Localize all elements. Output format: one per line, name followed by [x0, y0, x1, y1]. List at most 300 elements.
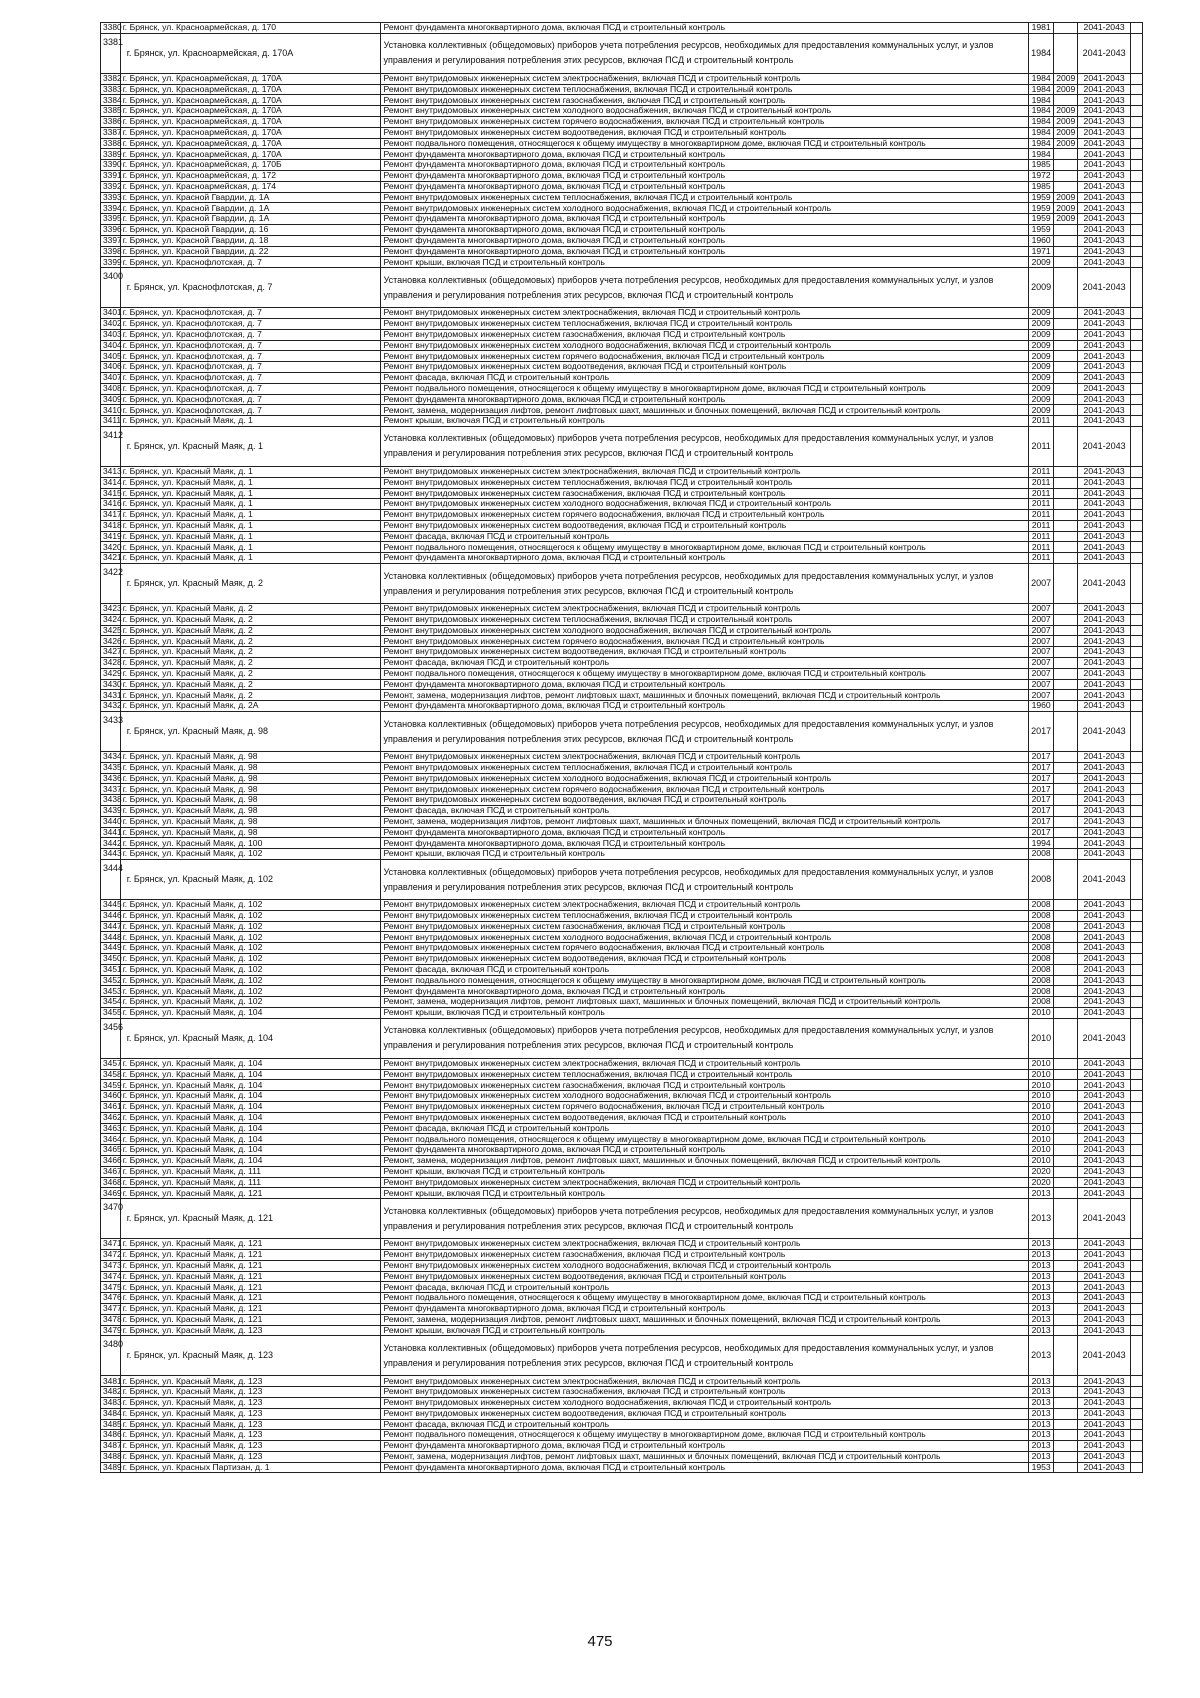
work-type-cell: Ремонт крыши, включая ПСД и строительный контроль	[381, 1166, 1029, 1177]
table-row	[101, 1177, 1143, 1188]
row-number-cell: 3479	[101, 1325, 121, 1336]
commission-year-cell: 2011	[1029, 488, 1054, 499]
work-type-cell: Ремонт подвального помещения, относящегося к общему имуществу в многоквартирном доме, включая ПСД и строительный контроль	[381, 542, 1029, 553]
table-row	[101, 712, 1143, 752]
commission-year-cell: 1960	[1029, 235, 1054, 246]
table-row	[101, 1112, 1143, 1123]
planned-period-cell: 2041-2043	[1078, 1408, 1131, 1419]
work-type-cell: Ремонт крыши, включая ПСД и строительный контроль	[381, 257, 1029, 268]
address-cell: г. Брянск, ул. Красной Гвардии, д. 16	[120, 224, 381, 235]
planned-period-cell: 2041-2043	[1078, 954, 1131, 965]
row-number-cell: 3455	[101, 1007, 121, 1018]
table-row	[101, 1462, 1143, 1473]
commission-year-cell: 2010	[1029, 1123, 1054, 1134]
table-row	[101, 564, 1143, 604]
work-type-cell: Ремонт крыши, включая ПСД и строительный контроль	[381, 1188, 1029, 1199]
commission-year-cell: 2013	[1029, 1188, 1054, 1199]
last-repair-year-cell	[1054, 1430, 1078, 1441]
table-row	[101, 362, 1143, 373]
last-repair-year-cell	[1054, 1303, 1078, 1314]
row-number-cell: 3425	[101, 625, 121, 636]
row-number-cell: 3399	[101, 257, 121, 268]
last-repair-year-cell	[1054, 329, 1078, 340]
extra-cell	[1130, 116, 1142, 127]
address-cell: г. Брянск, ул. Красный Маяк, д. 121	[120, 1239, 381, 1250]
address-cell: г. Брянск, ул. Красный Маяк, д. 121	[120, 1188, 381, 1199]
last-repair-year-cell	[1054, 1145, 1078, 1156]
table-row	[101, 203, 1143, 214]
address-cell: г. Брянск, ул. Красный Маяк, д. 121	[120, 1260, 381, 1271]
table-row	[101, 405, 1143, 416]
work-type-cell: Ремонт подвального помещения, относящегося к общему имуществу в многоквартирном доме, включая ПСД и строительный контроль	[381, 1134, 1029, 1145]
extra-cell	[1130, 964, 1142, 975]
row-number-cell: 3400	[101, 268, 121, 308]
row-number-cell: 3447	[101, 921, 121, 932]
planned-period-cell: 2041-2043	[1078, 394, 1131, 405]
table-row	[101, 510, 1143, 521]
planned-period-cell: 2041-2043	[1078, 964, 1131, 975]
work-type-cell: Установка коллективных (общедомовых) приборов учета потребления ресурсов, необходимых для предоставления коммунальных услуг, и узлов управления и регулирования потребления этих ресурсов, включая ПСД и строительный контроль	[381, 33, 1029, 73]
row-number-cell: 3408	[101, 383, 121, 394]
planned-period-cell: 2041-2043	[1078, 33, 1131, 73]
extra-cell	[1130, 784, 1142, 795]
table-row	[101, 1419, 1143, 1430]
work-type-cell: Ремонт фундамента многоквартирного дома, включая ПСД и строительный контроль	[381, 23, 1029, 34]
address-cell: г. Брянск, ул. Красный Маяк, д. 1	[120, 477, 381, 488]
row-number-cell: 3405	[101, 351, 121, 362]
row-number-cell: 3466	[101, 1155, 121, 1166]
table-row	[101, 849, 1143, 860]
table-row	[101, 827, 1143, 838]
commission-year-cell: 2010	[1029, 1080, 1054, 1091]
row-number-cell: 3428	[101, 658, 121, 669]
last-repair-year-cell	[1054, 1314, 1078, 1325]
work-type-cell: Ремонт крыши, включая ПСД и строительный контроль	[381, 1325, 1029, 1336]
planned-period-cell: 2041-2043	[1078, 520, 1131, 531]
last-repair-year-cell	[1054, 690, 1078, 701]
address-cell: г. Брянск, ул. Красный Маяк, д. 104	[120, 1134, 381, 1145]
extra-cell	[1130, 1451, 1142, 1462]
table-row	[101, 816, 1143, 827]
table-row	[101, 679, 1143, 690]
work-type-cell: Ремонт внутридомовых инженерных систем водоотведения, включая ПСД и строительный контроль	[381, 127, 1029, 138]
last-repair-year-cell	[1054, 318, 1078, 329]
row-number-cell: 3463	[101, 1123, 121, 1134]
planned-period-cell: 2041-2043	[1078, 658, 1131, 669]
last-repair-year-cell	[1054, 372, 1078, 383]
last-repair-year-cell	[1054, 712, 1078, 752]
work-type-cell: Ремонт фундамента многоквартирного дома, включая ПСД и строительный контроль	[381, 838, 1029, 849]
address-cell: г. Брянск, ул. Красноармейская, д. 170А	[120, 127, 381, 138]
extra-cell	[1130, 542, 1142, 553]
row-number-cell: 3388	[101, 138, 121, 149]
address-cell: г. Брянск, ул. Красный Маяк, д. 104	[120, 1123, 381, 1134]
table-row	[101, 329, 1143, 340]
commission-year-cell: 2013	[1029, 1282, 1054, 1293]
address-cell: г. Брянск, ул. Красный Маяк, д. 98	[120, 816, 381, 827]
work-type-cell: Ремонт фундамента многоквартирного дома, включая ПСД и строительный контроль	[381, 170, 1029, 181]
extra-cell	[1130, 679, 1142, 690]
last-repair-year-cell	[1054, 1282, 1078, 1293]
row-number-cell: 3386	[101, 116, 121, 127]
extra-cell	[1130, 1018, 1142, 1058]
last-repair-year-cell	[1054, 383, 1078, 394]
table-row	[101, 466, 1143, 477]
extra-cell	[1130, 95, 1142, 106]
last-repair-year-cell	[1054, 170, 1078, 181]
work-type-cell: Установка коллективных (общедомовых) приборов учета потребления ресурсов, необходимых для предоставления коммунальных услуг, и узлов управления и регулирования потребления этих ресурсов, включая ПСД и строительный контроль	[381, 1018, 1029, 1058]
extra-cell	[1130, 138, 1142, 149]
commission-year-cell: 2013	[1029, 1271, 1054, 1282]
planned-period-cell: 2041-2043	[1078, 1462, 1131, 1473]
planned-period-cell: 2041-2043	[1078, 257, 1131, 268]
planned-period-cell: 2041-2043	[1078, 383, 1131, 394]
address-cell: г. Брянск, ул. Краснофлотская, д. 7	[120, 329, 381, 340]
table-row	[101, 84, 1143, 95]
table-row	[101, 954, 1143, 965]
address-cell: г. Брянск, ул. Красный Маяк, д. 2А	[120, 701, 381, 712]
commission-year-cell: 2010	[1029, 1112, 1054, 1123]
last-repair-year-cell	[1054, 1166, 1078, 1177]
commission-year-cell: 2008	[1029, 921, 1054, 932]
extra-cell	[1130, 986, 1142, 997]
row-number-cell: 3407	[101, 372, 121, 383]
commission-year-cell: 2013	[1029, 1419, 1054, 1430]
row-number-cell: 3404	[101, 340, 121, 351]
row-number-cell: 3418	[101, 520, 121, 531]
planned-period-cell: 2041-2043	[1078, 1091, 1131, 1102]
extra-cell	[1130, 203, 1142, 214]
planned-period-cell: 2041-2043	[1078, 849, 1131, 860]
work-type-cell: Ремонт внутридомовых инженерных систем теплоснабжения, включая ПСД и строительный контроль	[381, 318, 1029, 329]
planned-period-cell: 2041-2043	[1078, 170, 1131, 181]
row-number-cell: 3414	[101, 477, 121, 488]
planned-period-cell: 2041-2043	[1078, 806, 1131, 817]
table-row	[101, 752, 1143, 763]
extra-cell	[1130, 33, 1142, 73]
extra-cell	[1130, 416, 1142, 427]
table-row	[101, 1260, 1143, 1271]
commission-year-cell: 2011	[1029, 499, 1054, 510]
row-number-cell: 3434	[101, 752, 121, 763]
last-repair-year-cell: 2009	[1054, 203, 1078, 214]
address-cell: г. Брянск, ул. Краснофлотская, д. 7	[120, 268, 381, 308]
row-number-cell: 3457	[101, 1058, 121, 1069]
planned-period-cell: 2041-2043	[1078, 1419, 1131, 1430]
address-cell: г. Брянск, ул. Красный Маяк, д. 104	[120, 1155, 381, 1166]
last-repair-year-cell	[1054, 33, 1078, 73]
last-repair-year-cell	[1054, 1376, 1078, 1387]
commission-year-cell: 2013	[1029, 1293, 1054, 1304]
row-number-cell: 3456	[101, 1018, 121, 1058]
last-repair-year-cell	[1054, 362, 1078, 373]
extra-cell	[1130, 647, 1142, 658]
work-type-cell: Ремонт фасада, включая ПСД и строительный контроль	[381, 531, 1029, 542]
last-repair-year-cell	[1054, 340, 1078, 351]
planned-period-cell: 2041-2043	[1078, 1069, 1131, 1080]
last-repair-year-cell	[1054, 1188, 1078, 1199]
address-cell: г. Брянск, ул. Красный Маяк, д. 2	[120, 625, 381, 636]
commission-year-cell: 2017	[1029, 795, 1054, 806]
planned-period-cell: 2041-2043	[1078, 106, 1131, 117]
table-row	[101, 1408, 1143, 1419]
row-number-cell: 3393	[101, 192, 121, 203]
extra-cell	[1130, 499, 1142, 510]
extra-cell	[1130, 806, 1142, 817]
work-type-cell: Ремонт подвального помещения, относящегося к общему имуществу в многоквартирном доме, включая ПСД и строительный контроль	[381, 1293, 1029, 1304]
work-type-cell: Ремонт внутридомовых инженерных систем электроснабжения, включая ПСД и строительный контроль	[381, 466, 1029, 477]
commission-year-cell: 2013	[1029, 1314, 1054, 1325]
row-number-cell: 3442	[101, 838, 121, 849]
work-type-cell: Ремонт внутридомовых инженерных систем теплоснабжения, включая ПСД и строительный контроль	[381, 192, 1029, 203]
planned-period-cell: 2041-2043	[1078, 975, 1131, 986]
commission-year-cell: 1984	[1029, 138, 1054, 149]
table-row	[101, 1397, 1143, 1408]
row-number-cell: 3489	[101, 1462, 121, 1473]
extra-cell	[1130, 712, 1142, 752]
address-cell: г. Брянск, ул. Красный Маяк, д. 123	[120, 1451, 381, 1462]
planned-period-cell: 2041-2043	[1078, 1018, 1131, 1058]
address-cell: г. Брянск, ул. Краснофлотская, д. 7	[120, 351, 381, 362]
planned-period-cell: 2041-2043	[1078, 816, 1131, 827]
row-number-cell: 3435	[101, 762, 121, 773]
commission-year-cell: 2010	[1029, 1134, 1054, 1145]
last-repair-year-cell	[1054, 246, 1078, 257]
work-type-cell: Ремонт фундамента многоквартирного дома, включая ПСД и строительный контроль	[381, 160, 1029, 171]
work-type-cell: Ремонт внутридомовых инженерных систем водоотведения, включая ПСД и строительный контроль	[381, 520, 1029, 531]
table-row	[101, 1058, 1143, 1069]
planned-period-cell: 2041-2043	[1078, 1166, 1131, 1177]
address-cell: г. Брянск, ул. Краснофлотская, д. 7	[120, 383, 381, 394]
row-number-cell: 3451	[101, 964, 121, 975]
extra-cell	[1130, 625, 1142, 636]
work-type-cell: Ремонт внутридомовых инженерных систем электроснабжения, включая ПСД и строительный контроль	[381, 1058, 1029, 1069]
last-repair-year-cell	[1054, 986, 1078, 997]
capital-repair-table	[100, 22, 1143, 1473]
commission-year-cell: 2007	[1029, 614, 1054, 625]
last-repair-year-cell	[1054, 477, 1078, 488]
commission-year-cell: 2010	[1029, 1145, 1054, 1156]
row-number-cell: 3402	[101, 318, 121, 329]
row-number-cell: 3484	[101, 1408, 121, 1419]
commission-year-cell: 2007	[1029, 636, 1054, 647]
table-row	[101, 531, 1143, 542]
address-cell: г. Брянск, ул. Красной Гвардии, д. 1А	[120, 203, 381, 214]
commission-year-cell: 2008	[1029, 986, 1054, 997]
work-type-cell: Ремонт внутридомовых инженерных систем газоснабжения, включая ПСД и строительный контроль	[381, 1080, 1029, 1091]
table-row	[101, 116, 1143, 127]
work-type-cell: Ремонт фундамента многоквартирного дома, включая ПСД и строительный контроль	[381, 224, 1029, 235]
extra-cell	[1130, 149, 1142, 160]
extra-cell	[1130, 1397, 1142, 1408]
address-cell: г. Брянск, ул. Красноармейская, д. 170А	[120, 116, 381, 127]
work-type-cell: Ремонт фундамента многоквартирного дома, включая ПСД и строительный контроль	[381, 986, 1029, 997]
address-cell: г. Брянск, ул. Красный Маяк, д. 2	[120, 647, 381, 658]
planned-period-cell: 2041-2043	[1078, 1123, 1131, 1134]
address-cell: г. Брянск, ул. Красной Гвардии, д. 22	[120, 246, 381, 257]
address-cell: г. Брянск, ул. Красный Маяк, д. 123	[120, 1397, 381, 1408]
work-type-cell: Ремонт фундамента многоквартирного дома, включая ПСД и строительный контроль	[381, 235, 1029, 246]
table-row	[101, 192, 1143, 203]
commission-year-cell: 2020	[1029, 1177, 1054, 1188]
extra-cell	[1130, 921, 1142, 932]
last-repair-year-cell	[1054, 964, 1078, 975]
address-cell: г. Брянск, ул. Красный Маяк, д. 104	[120, 1145, 381, 1156]
planned-period-cell: 2041-2043	[1078, 614, 1131, 625]
last-repair-year-cell	[1054, 679, 1078, 690]
planned-period-cell: 2041-2043	[1078, 604, 1131, 615]
address-cell: г. Брянск, ул. Красной Гвардии, д. 1А	[120, 214, 381, 225]
planned-period-cell: 2041-2043	[1078, 564, 1131, 604]
address-cell: г. Брянск, ул. Красный Маяк, д. 102	[120, 986, 381, 997]
last-repair-year-cell	[1054, 268, 1078, 308]
extra-cell	[1130, 510, 1142, 521]
page-number: 475	[587, 1633, 613, 1650]
extra-cell	[1130, 1080, 1142, 1091]
row-number-cell: 3398	[101, 246, 121, 257]
work-type-cell: Ремонт крыши, включая ПСД и строительный контроль	[381, 1007, 1029, 1018]
work-type-cell: Ремонт внутридомовых инженерных систем горячего водоснабжения, включая ПСД и строительный контроль	[381, 116, 1029, 127]
table-row	[101, 1293, 1143, 1304]
last-repair-year-cell	[1054, 625, 1078, 636]
last-repair-year-cell	[1054, 499, 1078, 510]
address-cell: г. Брянск, ул. Красный Маяк, д. 102	[120, 975, 381, 986]
table-row	[101, 416, 1143, 427]
address-cell: г. Брянск, ул. Красный Маяк, д. 2	[120, 564, 381, 604]
commission-year-cell: 1994	[1029, 838, 1054, 849]
last-repair-year-cell	[1054, 1260, 1078, 1271]
commission-year-cell: 1984	[1029, 84, 1054, 95]
planned-period-cell: 2041-2043	[1078, 499, 1131, 510]
extra-cell	[1130, 426, 1142, 466]
commission-year-cell: 2017	[1029, 752, 1054, 763]
commission-year-cell: 2009	[1029, 351, 1054, 362]
table-row	[101, 795, 1143, 806]
last-repair-year-cell	[1054, 816, 1078, 827]
extra-cell	[1130, 1260, 1142, 1271]
extra-cell	[1130, 106, 1142, 117]
row-number-cell: 3409	[101, 394, 121, 405]
address-cell: г. Брянск, ул. Красный Маяк, д. 102	[120, 964, 381, 975]
work-type-cell: Ремонт внутридомовых инженерных систем теплоснабжения, включая ПСД и строительный контроль	[381, 614, 1029, 625]
commission-year-cell: 2010	[1029, 1155, 1054, 1166]
last-repair-year-cell	[1054, 1325, 1078, 1336]
planned-period-cell: 2041-2043	[1078, 116, 1131, 127]
commission-year-cell: 2013	[1029, 1325, 1054, 1336]
work-type-cell: Ремонт фундамента многоквартирного дома, включая ПСД и строительный контроль	[381, 214, 1029, 225]
row-number-cell: 3448	[101, 932, 121, 943]
planned-period-cell: 2041-2043	[1078, 910, 1131, 921]
row-number-cell: 3394	[101, 203, 121, 214]
last-repair-year-cell	[1054, 1177, 1078, 1188]
commission-year-cell: 2013	[1029, 1239, 1054, 1250]
work-type-cell: Ремонт крыши, включая ПСД и строительный контроль	[381, 416, 1029, 427]
commission-year-cell: 2008	[1029, 954, 1054, 965]
commission-year-cell: 2007	[1029, 658, 1054, 669]
table-row	[101, 784, 1143, 795]
row-number-cell: 3471	[101, 1239, 121, 1250]
row-number-cell: 3477	[101, 1303, 121, 1314]
extra-cell	[1130, 553, 1142, 564]
table-row	[101, 1199, 1143, 1239]
last-repair-year-cell	[1054, 224, 1078, 235]
table-row	[101, 762, 1143, 773]
address-cell: г. Брянск, ул. Красный Маяк, д. 98	[120, 806, 381, 817]
extra-cell	[1130, 838, 1142, 849]
commission-year-cell: 2009	[1029, 318, 1054, 329]
table-row	[101, 1080, 1143, 1091]
planned-period-cell: 2041-2043	[1078, 160, 1131, 171]
last-repair-year-cell: 2009	[1054, 127, 1078, 138]
last-repair-year-cell	[1054, 308, 1078, 319]
commission-year-cell: 2008	[1029, 964, 1054, 975]
commission-year-cell: 2009	[1029, 372, 1054, 383]
table-row	[101, 910, 1143, 921]
table-row	[101, 383, 1143, 394]
last-repair-year-cell	[1054, 257, 1078, 268]
commission-year-cell: 2017	[1029, 827, 1054, 838]
row-number-cell: 3384	[101, 95, 121, 106]
row-number-cell: 3443	[101, 849, 121, 860]
address-cell: г. Брянск, ул. Красный Маяк, д. 2	[120, 679, 381, 690]
last-repair-year-cell	[1054, 1123, 1078, 1134]
work-type-cell: Ремонт внутридомовых инженерных систем холодного водоснабжения, включая ПСД и строительный контроль	[381, 499, 1029, 510]
work-type-cell: Ремонт внутридомовых инженерных систем холодного водоснабжения, включая ПСД и строительный контроль	[381, 1397, 1029, 1408]
table-row	[101, 308, 1143, 319]
work-type-cell: Ремонт, замена, модернизация лифтов, ремонт лифтовых шахт, машинных и блочных помещений, включая ПСД и строительный контроль	[381, 997, 1029, 1008]
extra-cell	[1130, 1058, 1142, 1069]
table-row	[101, 997, 1143, 1008]
commission-year-cell: 2007	[1029, 668, 1054, 679]
planned-period-cell: 2041-2043	[1078, 752, 1131, 763]
extra-cell	[1130, 752, 1142, 763]
address-cell: г. Брянск, ул. Краснофлотская, д. 7	[120, 340, 381, 351]
extra-cell	[1130, 192, 1142, 203]
commission-year-cell: 2013	[1029, 1387, 1054, 1398]
planned-period-cell: 2041-2043	[1078, 1177, 1131, 1188]
work-type-cell: Ремонт внутридомовых инженерных систем холодного водоснабжения, включая ПСД и строительный контроль	[381, 1260, 1029, 1271]
table-row	[101, 1018, 1143, 1058]
work-type-cell: Ремонт, замена, модернизация лифтов, ремонт лифтовых шахт, машинных и блочных помещений, включая ПСД и строительный контроль	[381, 405, 1029, 416]
address-cell: г. Брянск, ул. Красный Маяк, д. 1	[120, 426, 381, 466]
last-repair-year-cell	[1054, 553, 1078, 564]
work-type-cell: Ремонт фасада, включая ПСД и строительный контроль	[381, 658, 1029, 669]
last-repair-year-cell	[1054, 149, 1078, 160]
last-repair-year-cell	[1054, 806, 1078, 817]
planned-period-cell: 2041-2043	[1078, 531, 1131, 542]
work-type-cell: Ремонт внутридомовых инженерных систем холодного водоснабжения, включая ПСД и строительный контроль	[381, 932, 1029, 943]
work-type-cell: Ремонт внутридомовых инженерных систем электроснабжения, включая ПСД и строительный контроль	[381, 1177, 1029, 1188]
extra-cell	[1130, 1336, 1142, 1376]
commission-year-cell: 2008	[1029, 975, 1054, 986]
table-row	[101, 181, 1143, 192]
extra-cell	[1130, 268, 1142, 308]
address-cell: г. Брянск, ул. Красной Гвардии, д. 18	[120, 235, 381, 246]
planned-period-cell: 2041-2043	[1078, 1314, 1131, 1325]
work-type-cell: Ремонт внутридомовых инженерных систем теплоснабжения, включая ПСД и строительный контроль	[381, 910, 1029, 921]
extra-cell	[1130, 477, 1142, 488]
commission-year-cell: 1972	[1029, 170, 1054, 181]
address-cell: г. Брянск, ул. Красный Маяк, д. 102	[120, 954, 381, 965]
extra-cell	[1130, 181, 1142, 192]
last-repair-year-cell: 2009	[1054, 138, 1078, 149]
work-type-cell: Ремонт, замена, модернизация лифтов, ремонт лифтовых шахт, машинных и блочных помещений, включая ПСД и строительный контроль	[381, 1314, 1029, 1325]
planned-period-cell: 2041-2043	[1078, 625, 1131, 636]
row-number-cell: 3383	[101, 84, 121, 95]
last-repair-year-cell	[1054, 658, 1078, 669]
extra-cell	[1130, 1282, 1142, 1293]
last-repair-year-cell	[1054, 1134, 1078, 1145]
